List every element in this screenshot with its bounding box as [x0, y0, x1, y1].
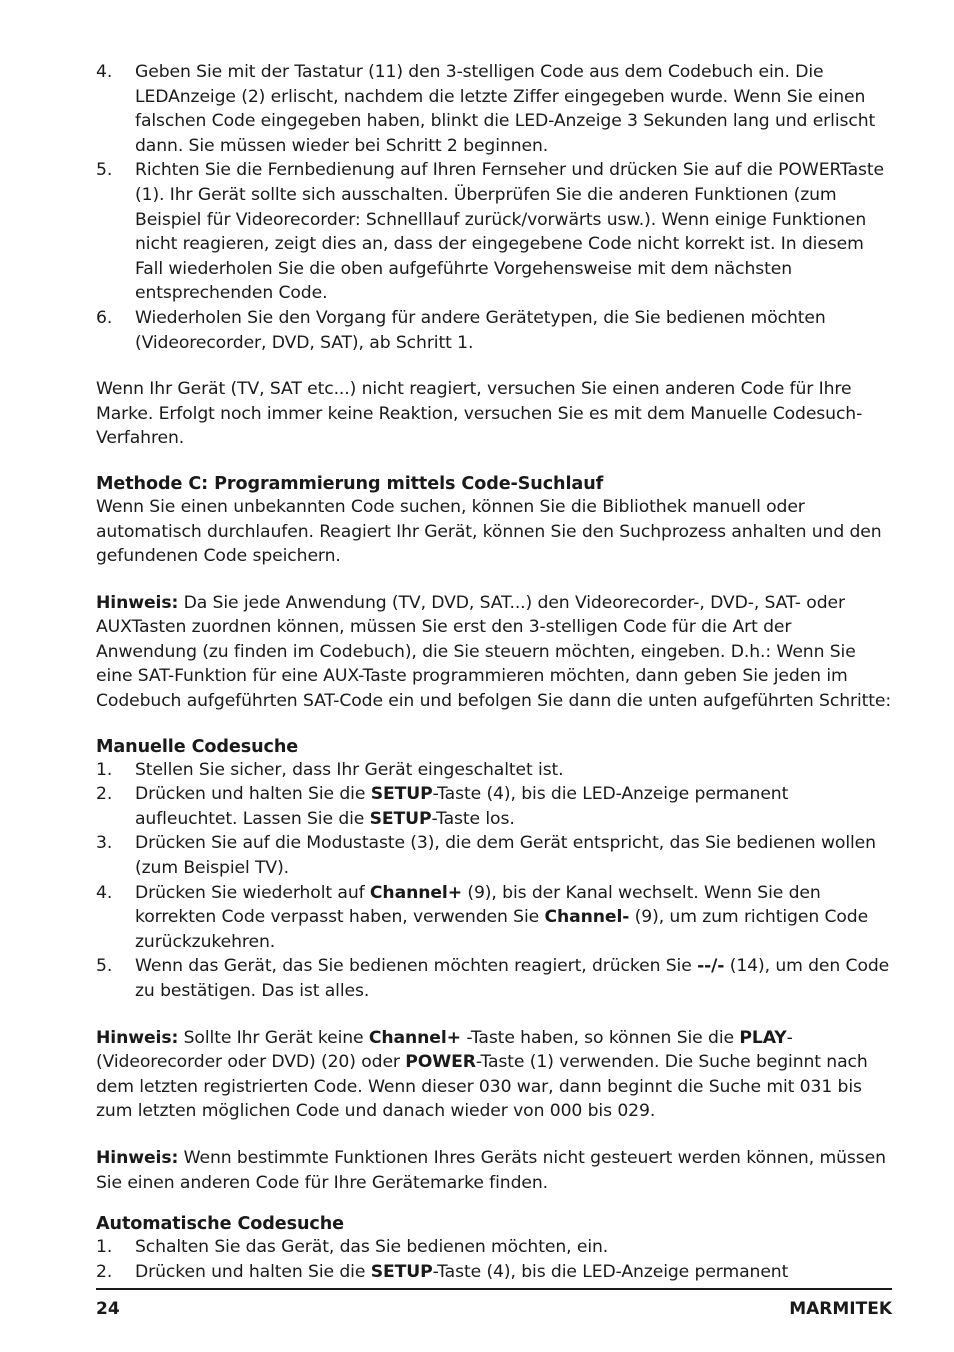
- list-item: [96, 306, 892, 355]
- list-number: 4.: [96, 882, 113, 903]
- list-item: [96, 60, 892, 158]
- list-text: Wenn das Gerät, das Sie bedienen möchten reagiert, drücken Sie: [135, 956, 698, 977]
- key-name: SETUP: [370, 784, 433, 805]
- list-text: -Taste los.: [431, 808, 515, 829]
- page-content: [96, 60, 892, 1284]
- list-item: [96, 1235, 892, 1260]
- key-name: Channel-: [544, 907, 630, 928]
- note-paragraph-3: [96, 1146, 892, 1195]
- key-name: PLAY: [739, 1027, 787, 1048]
- key-name: SETUP: [370, 1261, 433, 1282]
- footer-row: [96, 1290, 892, 1319]
- method-c-heading: Methode C: Programmierung mittels Code-Suchlauf: [96, 473, 604, 494]
- list-item: [96, 881, 892, 955]
- list-item: [96, 158, 892, 306]
- note-paragraph-1: [96, 591, 892, 714]
- list-number: 2.: [96, 1261, 113, 1282]
- list-text: Drücken und halten Sie die: [135, 784, 371, 805]
- no-reaction-paragraph: Wenn Ihr Gerät (TV, SAT etc...) nicht reagiert, versuchen Sie einen anderen Code für Ihre Marke. Erfolgt noch immer keine Reaktion, versuchen Sie es mit dem Manuelle Codesuch-Verfahren.: [96, 379, 863, 449]
- list-text: Stellen Sie sicher, dass Ihr Gerät eingeschaltet ist.: [135, 759, 564, 780]
- list-number: 1.: [96, 759, 113, 780]
- note-label: Hinweis:: [96, 1147, 179, 1168]
- page-number: 24: [96, 1299, 120, 1319]
- list-item: [96, 782, 892, 831]
- manual-search-heading: Manuelle Codesuche: [96, 736, 299, 757]
- note-text: Da Sie jede Anwendung (TV, DVD, SAT...) den Videorecorder-, DVD-, SAT- oder AUXTasten zuordnen können, müssen Sie erst den 3-stelligen Code für die Art der Anwendung (zu finden im Codebuch), die Sie steuern möchten, eingeben. D.h.: Wenn Sie eine SAT-Funktion für eine AUX-Taste programmieren möchten, dann geben Sie jeden im Codebuch aufgeführten SAT-Code ein und befolgen Sie dann die unten aufgeführten Schritte:: [96, 592, 892, 712]
- manual-steps-list: [96, 758, 892, 1004]
- list-text: Drücken Sie auf die Modustaste (3), die dem Gerät entspricht, das Sie bedienen wollen (zum Beispiel TV).: [135, 833, 876, 879]
- note-paragraph-2: [96, 1026, 892, 1124]
- list-number: 2.: [96, 784, 113, 805]
- list-text: (14), um den Code zu bestätigen. Das ist alles.: [135, 956, 890, 1001]
- note-text: -Taste (1) verwenden. Die Suche beginnt nach dem letzten registrierten Code. Wenn dieser 030 war, dann beginnt die Suche mit 031 bis zum letzten möglichen Code und danach wieder von 000 bis 029.: [96, 1052, 868, 1122]
- brand-name: MARMITEK: [789, 1299, 892, 1319]
- list-text: (9), bis der Kanal wechselt. Wenn Sie den korrekten Code verpasst haben, verwenden Sie: [135, 882, 821, 928]
- list-text: Drücken Sie wiederholt auf: [135, 882, 370, 903]
- list-text: Richten Sie die Fernbedienung auf Ihren Fernseher und drücken Sie auf die POWERTaste (1). Ihr Gerät sollte sich ausschalten. Überprüfen Sie die anderen Funktionen (zum Beispiel für Videorecorder: Schnelllauf zurück/vorwärts usw.). Wenn einige Funktionen nicht reagieren, zeigt dies an, dass der eingegebene Code nicht korrekt ist. In diesem Fall wiederholen Sie die oben aufgeführte Vorgehensweise mit dem nächsten entsprechenden Code.: [135, 160, 885, 304]
- list-item: [96, 954, 892, 1003]
- list-number: 6.: [96, 307, 113, 328]
- list-text: Drücken und halten Sie die: [135, 1261, 371, 1282]
- note-text: Wenn bestimmte Funktionen Ihres Geräts nicht gesteuert werden können, müssen Sie einen anderen Code für Ihre Gerätemarke finden.: [96, 1147, 886, 1193]
- list-item: [96, 758, 892, 783]
- top-steps-list: [96, 60, 892, 355]
- list-text: Schalten Sie das Gerät, das Sie bedienen möchten, ein.: [135, 1237, 609, 1258]
- list-item: [96, 1260, 892, 1285]
- list-number: 4.: [96, 62, 113, 82]
- list-text: Geben Sie mit der Tastatur (11) den 3-stelligen Code aus dem Codebuch ein. Die LEDAnzeige (2) erlischt, nachdem die letzte Ziffer eingegeben wurde. Wenn Sie einen falschen Code eingegeben haben, blinkt die LED-Anzeige 3 Sekunden lang und erlischt dann. Sie müssen wieder bei Schritt 2 beginnen.: [135, 62, 876, 156]
- key-name: Channel+: [368, 1027, 461, 1048]
- list-text: -Taste (4), bis die LED-Anzeige permanent aufleuchtet. Lassen Sie die: [135, 784, 789, 829]
- note-label: Hinweis:: [96, 592, 179, 613]
- list-item: [96, 831, 892, 880]
- auto-steps-list: [96, 1235, 892, 1284]
- note-text: Sollte Ihr Gerät keine: [178, 1027, 369, 1048]
- note-text: -Taste haben, so können Sie die: [460, 1027, 740, 1048]
- list-number: 1.: [96, 1237, 113, 1258]
- key-name: POWER: [405, 1052, 476, 1073]
- key-name: --/-: [697, 956, 725, 977]
- method-c-paragraph: Wenn Sie einen unbekannten Code suchen, können Sie die Bibliothek manuell oder automatisch durchlaufen. Reagiert Ihr Gerät, können Sie den Suchprozess anhalten und den gefundenen Code speichern.: [96, 496, 882, 567]
- list-text: Wiederholen Sie den Vorgang für andere Gerätetypen, die Sie bedienen möchten (Videorecorder, DVD, SAT), ab Schritt 1.: [135, 307, 826, 353]
- list-number: 5.: [96, 956, 113, 977]
- note-text: -(Videorecorder oder DVD) (20) oder: [96, 1027, 793, 1073]
- note-label: Hinweis:: [96, 1027, 179, 1048]
- page-footer: [96, 1288, 892, 1319]
- list-text: -Taste (4), bis die LED-Anzeige permanent: [432, 1261, 789, 1282]
- key-name: SETUP: [369, 808, 432, 829]
- list-number: 5.: [96, 160, 113, 181]
- list-text: (9), um zum richtigen Code zurückzukehren.: [135, 907, 869, 952]
- list-number: 3.: [96, 833, 113, 854]
- key-name: Channel+: [369, 882, 462, 903]
- auto-search-heading: Automatische Codesuche: [96, 1214, 344, 1235]
